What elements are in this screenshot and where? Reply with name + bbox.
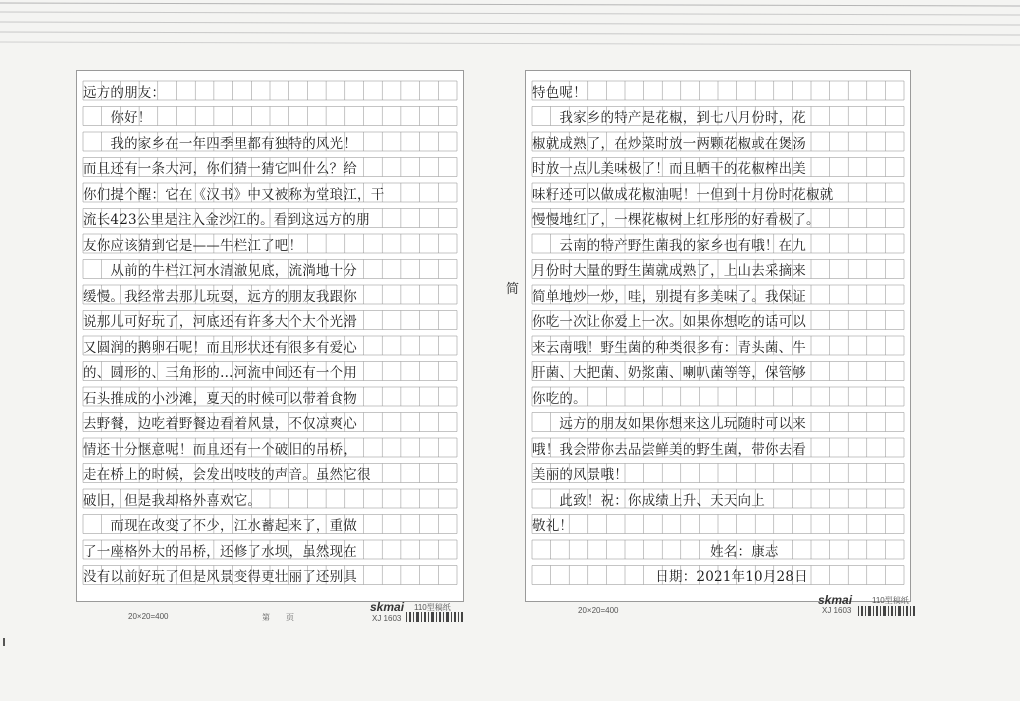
handwritten-text: 云南的特产野生菌我的家乡也有哦！在九	[532, 237, 806, 253]
handwritten-text: 味籽还可以做成花椒油呢！一但到十月份时花椒就	[532, 186, 834, 202]
manuscript-line	[83, 387, 457, 406]
handwritten-text: 了一座格外大的吊桥，还修了水坝，虽然现在	[83, 543, 357, 559]
handwritten-text: 我家乡的特产是花椒，到七八月份时，花	[532, 110, 806, 126]
handwritten-text: 没有以前好玩了但是风景变得更壮丽了还别具	[83, 569, 357, 585]
manuscript-line	[83, 362, 457, 381]
manuscript-line	[532, 234, 904, 253]
right-barcode	[858, 606, 916, 616]
manuscript-line	[83, 489, 457, 508]
right-model-number: XJ 1603	[822, 606, 852, 615]
handwritten-text: 你吃的。	[532, 390, 587, 406]
manuscript-line	[532, 362, 904, 381]
manuscript-line	[532, 413, 904, 432]
manuscript-line	[532, 132, 904, 151]
handwritten-text: 慢慢地红了，一棵花椒树上红彤彤的好看极了。	[532, 212, 820, 228]
manuscript-line	[532, 183, 904, 202]
handwritten-text: 哦！我会带你去品尝鲜美的野生菌，带你去看	[532, 441, 806, 457]
left-footer-grid-size: 20×20=400	[128, 612, 169, 621]
handwritten-text: 的、圆形的、三角形的…河流中间还有一个用	[83, 365, 357, 381]
manuscript-line	[83, 311, 457, 330]
manuscript-line	[83, 260, 457, 279]
manuscript-line	[83, 81, 457, 100]
handwritten-text: 情还十分惬意呢！而且还有一个破旧的吊桥，	[83, 441, 357, 457]
handwritten-text: 破旧，但是我却格外喜欢它。	[83, 492, 262, 508]
manuscript-line	[83, 336, 457, 355]
manuscript-line	[532, 566, 904, 585]
left-small-print: 110型稿纸	[414, 603, 451, 612]
manuscript-line	[532, 336, 904, 355]
manuscript-line	[532, 489, 904, 508]
manuscript-line	[83, 515, 457, 534]
handwritten-text: 此致！祝：你成绩上升、天天向上	[532, 492, 765, 508]
handwritten-text: 姓名：康志	[532, 543, 779, 559]
handwritten-text: 石头推成的小沙滩，夏天的时候可以带着食物	[83, 390, 357, 406]
manuscript-line	[83, 438, 457, 457]
manuscript-line	[83, 209, 457, 228]
handwritten-text: 你吃一次让你爱上一次。如果你想吃的话可以	[532, 314, 806, 330]
left-manuscript-sheet	[76, 70, 464, 602]
handwritten-text: 而现在改变了不少，江水蓄起来了，重做	[83, 518, 357, 534]
left-model-number: XJ 1603	[372, 614, 402, 623]
manuscript-line	[532, 464, 904, 483]
manuscript-line	[83, 107, 457, 126]
handwritten-text: 走在桥上的时候，会发出吱吱的声音。虽然它很	[83, 467, 371, 483]
handwritten-text: 说那儿可好玩了，河底还有许多大个大个光滑	[83, 314, 357, 330]
manuscript-line	[83, 464, 457, 483]
manuscript-line	[83, 413, 457, 432]
manuscript-line	[83, 158, 457, 177]
manuscript-line	[532, 107, 904, 126]
manuscript-line	[532, 540, 904, 559]
manuscript-line	[532, 260, 904, 279]
handwritten-text: 你好！	[83, 110, 152, 126]
manuscript-line	[83, 285, 457, 304]
handwritten-text: 友你应该猜到它是——牛栏江了吧！	[83, 237, 303, 253]
manuscript-line	[83, 566, 457, 585]
handwritten-text: 我的家乡在一年四季里都有独特的风光！	[83, 135, 357, 151]
right-manuscript-sheet	[525, 70, 911, 602]
scan-edge-mark	[3, 638, 5, 646]
manuscript-line	[532, 515, 904, 534]
manuscript-line	[532, 158, 904, 177]
manuscript-line	[532, 209, 904, 228]
handwritten-text: 远方的朋友如果你想来这儿玩随时可以来	[532, 416, 806, 432]
handwritten-text: 特色呢！	[532, 84, 587, 100]
manuscript-line	[532, 285, 904, 304]
handwritten-text: 你们提个醒：它在《汉书》中又被称为堂琅江，干	[83, 186, 385, 202]
left-footer-page-label: 第 页	[262, 613, 294, 622]
handwritten-text: 肝菌、大把菌、奶浆菌、喇叭菌等等，保管够	[532, 365, 806, 381]
handwritten-text: 敬礼！	[532, 518, 574, 534]
manuscript-line	[83, 183, 457, 202]
handwritten-text: 从前的牛栏江河水清澈见底，流淌地十分	[83, 263, 357, 279]
left-brand-logo: skmai	[370, 600, 405, 614]
handwritten-text: 月份时大量的野生菌就成熟了，上山去采摘来	[532, 263, 806, 279]
handwritten-text: 椒就成熟了，在炒菜时放一两颗花椒或在煲汤	[532, 135, 806, 151]
handwritten-text: 日期：2021年10月28日	[532, 569, 808, 585]
top-ruled-lines	[0, 0, 1020, 60]
margin-correction-note: 简	[506, 282, 520, 297]
handwritten-text: 又圆润的鹅卵石呢！而且形状还有很多有爱心	[83, 339, 357, 355]
handwritten-text: 美丽的风景哦！	[532, 467, 628, 483]
right-footer-grid-size: 20×20=400	[578, 606, 619, 615]
right-small-print: 110型稿纸	[872, 596, 909, 605]
handwritten-text: 远方的朋友：	[83, 84, 166, 100]
manuscript-line	[532, 438, 904, 457]
handwritten-text: 来云南哦！野生菌的种类很多有：青头菌、牛	[532, 339, 806, 355]
handwritten-text: 而且还有一条大河，你们猜一猜它叫什么？给	[83, 161, 357, 177]
handwritten-text: 时放一点儿美味极了！而且晒干的花椒榨出美	[532, 161, 806, 177]
manuscript-line	[83, 234, 457, 253]
manuscript-line	[83, 540, 457, 559]
handwritten-text: 简单地炒一炒，哇，别提有多美味了。我保证	[532, 288, 806, 304]
manuscript-line	[532, 81, 904, 100]
handwritten-text: 去野餐，边吃着野餐边看着风景，不仅凉爽心	[83, 416, 357, 432]
manuscript-line	[83, 132, 457, 151]
right-brand-logo: skmai	[818, 593, 853, 607]
handwritten-text: 缓慢。我经常去那儿玩耍，远方的朋友我跟你	[83, 288, 357, 304]
manuscript-line	[532, 387, 904, 406]
handwritten-text: 流长423公里是注入金沙江的。看到这远方的朋	[83, 212, 370, 228]
left-barcode	[406, 612, 464, 622]
manuscript-line	[532, 311, 904, 330]
